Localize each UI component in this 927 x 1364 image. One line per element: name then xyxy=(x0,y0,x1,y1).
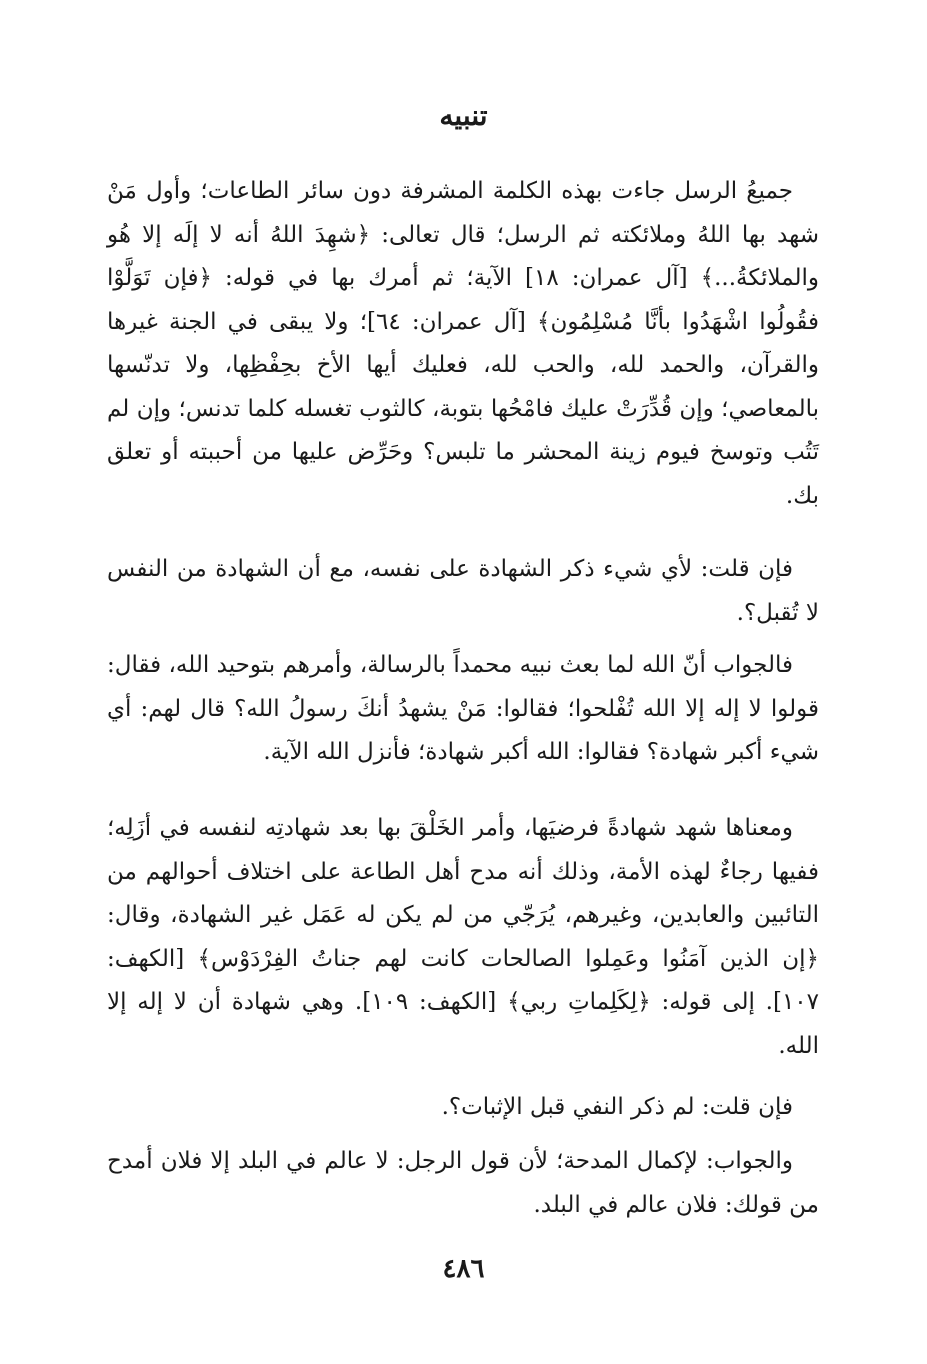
paragraph-4-text: ومعناها شهد شهادةً فرضيَها، وأمر الخَلْقَ بها بعد شهادتِه لنفسه في أزَلِه؛ ففيها رجاءٌ لهذه الأمة، وذلك أنه مدح أهل الطاعة على اختلاف أحوالهم من التائبين والعابدين، وغيرهم، يُرَجّي من لم يكن له عَمَل غير الشهادة، وقال: ﴿إن الذين آمَنُوا وعَمِلوا الصالحات كانت لهم جناتُ الفِرْدَوْس﴾ [الكهف: ١٠٧]. إلى قوله: ﴿لِكَلِماتِ ربي﴾ [الكهف: ١٠٩]. وهي شهادة أن لا إله إلا الله. xyxy=(107,815,819,1059)
paragraph-1-text: جميعُ الرسل جاءت بهذه الكلمة المشرفة دون سائر الطاعات؛ وأول مَنْ شهد بها اللهُ وملائكته ثم الرسل؛ قال تعالى: ﴿شهِدَ اللهُ أنه لا إلَه إلا هُو والملائكةُ...﴾ [آل عمران: ١٨] الآية؛ ثم أمرك بها في قوله: ﴿فإن تَوَلَّوْا فقُولُوا اشْهَدُوا بأنَّا مُسْلِمُون﴾ [آل عمران: ٦٤]؛ ولا يبقى في الجنة غيرها والقرآن، والحمد لله، والحب لله، فعليك أيها الأخ بحِفْظِها، ولا تدنّسها بالمعاصي؛ وإن قُدِّرَتْ عليك فامْحُها بتوبة، كالثوب تغسله كلما تدنس؛ وإن لم تَتُب وتوسخ فيوم زينة المحشر ما تلبس؟ وحَرِّض عليها من أحببته أو تعلق بك. xyxy=(107,178,820,509)
paragraph-4 xyxy=(107,807,819,1068)
paragraph-3-text: فالجواب أنّ الله لما بعث نبيه محمداً بالرسالة، وأمرهم بتوحيد الله، فقال: قولوا لا إله إلا الله تُفْلحوا؛ فقالوا: مَنْ يشهدُ أنكَ رسولُ الله؟ قال لهم: أي شيء أكبر شهادة؟ فقالوا: الله أكبر شهادة؛ فأنزل الله الآية. xyxy=(107,652,819,765)
section-title: تنبيه xyxy=(439,99,488,132)
paragraph-6-text: والجواب: لإكمال المدحة؛ لأن قول الرجل: لا عالم في البلد إلا فلان أمدح من قولك: فلان عالم في البلد. xyxy=(107,1148,819,1218)
paragraph-5-text: فإن قلت: لم ذكر النفي قبل الإثبات؟. xyxy=(441,1094,793,1120)
paragraph-5 xyxy=(107,1086,819,1130)
paragraph-2-text: فإن قلت: لأي شيء ذكر الشهادة على نفسه، مع أن الشهادة من النفس لا تُقبل؟. xyxy=(107,556,819,626)
paragraph-6 xyxy=(107,1140,819,1227)
paragraph-2 xyxy=(107,548,819,635)
paragraph-3 xyxy=(107,644,819,775)
page-number: ٤٨٦ xyxy=(442,1254,485,1284)
paragraph-1 xyxy=(107,170,819,518)
